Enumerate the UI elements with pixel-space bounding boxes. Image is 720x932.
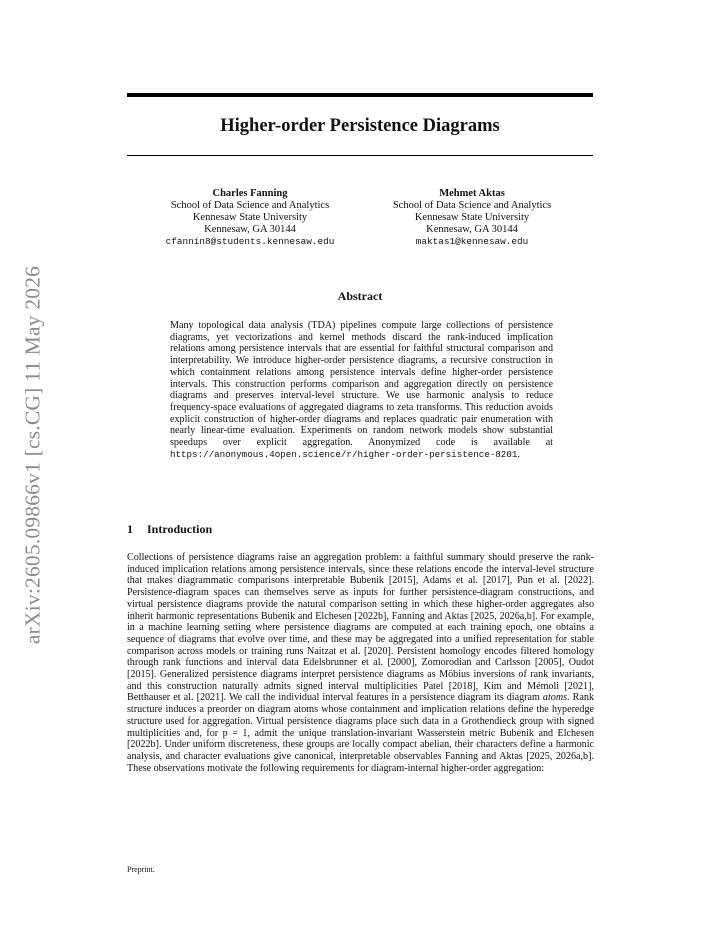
author-affiliation: School of Data Science and Analytics xyxy=(392,200,552,211)
author-university: Kennesaw State University xyxy=(192,212,308,223)
section-number: 1 xyxy=(127,522,133,536)
title-bottom-rule xyxy=(127,155,593,156)
title-top-rule xyxy=(127,93,593,97)
abstract-body xyxy=(170,320,553,460)
author-name: Charles Fanning xyxy=(212,188,288,199)
author-affiliation: School of Data Science and Analytics xyxy=(170,200,330,211)
section-title: Introduction xyxy=(147,522,213,536)
abstract-heading: Abstract xyxy=(337,289,383,303)
author-name: Mehmet Aktas xyxy=(439,188,505,199)
author-address: Kennesaw, GA 30144 xyxy=(204,224,296,235)
intro-text-part-1: Collections of persistence diagrams raise an aggregation problem: a faithful summary should preserve the rank-induced implication relations among persistence intervals, since these relations encode the interval-level structure that makes diagrammatic comparisons interpretable Bubenik [2015], Adams et al. [2017], Pun et al. [2022]. Persistence-diagram spaces can themselves serve as inputs for further persistence-diagram constructions, and virtual persistence diagrams provide the natural comparison setting in which these higher-order aggregates also inherit harmonic representations Bubenik and Elchesen [2022b], Fanning and Aktas [2025, 2026a,b]. For example, in a machine learning setting where persistence diagrams are computed at each training epoch, one obtains a sequence of diagrams that evolve over time, and these may be aggregated into a unified representation for stable comparison across models or training runs Naitzat et al. [2020]. Persistent homology encodes filtered homology through rank functions and interval data Edelsbrunner et al. [2000], Zomorodian and Carlsson [2005], Oudot [2015]. Generalized persistence diagrams interpret persistence diagrams as Möbius inversions of rank invariants, and this construction naturally admits signed interval multiplicities Patel [2018], Kim and Mémoli [2021], Betthauser et al. [2021]. We call the individual interval features in a persistence diagram its diagram xyxy=(127,552,594,704)
arxiv-sidebar-stamp xyxy=(8,250,58,660)
author-address: Kennesaw, GA 30144 xyxy=(426,224,518,235)
author-block-2 xyxy=(372,188,572,248)
paper-title: Higher-order Persistence Diagrams xyxy=(220,116,500,136)
abstract-text: Many topological data analysis (TDA) pipelines compute large collections of persistence diagrams, yet vectorizations and kernel methods discard the rank-induced implication relations among persistence intervals that are essential for faithful structural comparison and interpretability. We introduce higher-order persistence diagrams, a recursive construction in which containment relations among persistence intervals define higher-order persistence intervals. This construction performs comparison and aggregation directly on persistence diagrams and preserves interval-level structure. We use harmonic analysis to reduce frequency-space evaluations of aggregated diagrams to zeta transforms. This reduction avoids explicit construction of higher-order diagrams and replaces quadratic pair enumeration with nearly linear-time evaluation. Experiments on random network models show substantial speedups over explicit aggregation. Anonymized code is available at xyxy=(170,320,553,449)
author-email[interactable]: maktas1@kennesaw.edu xyxy=(415,236,529,247)
author-block-1 xyxy=(150,188,350,248)
abstract-end: . xyxy=(517,448,520,460)
section-heading-introduction xyxy=(127,522,593,537)
author-university: Kennesaw State University xyxy=(414,212,530,223)
intro-emphasis-atoms: atoms xyxy=(542,692,568,704)
footer-note: Preprint. xyxy=(127,865,155,874)
intro-text-part-2: . Rank structure induces a preorder on diagram atoms whose containment and implication relations define the hyperedge structure used for aggregation. Virtual persistence diagrams place such data in a Grothendieck group with signed multiplicities and, for p = 1, admit the unique translation-invariant Wasserstein metric Bubenik and Elchesen [2022b]. Under uniform discreteness, these groups are locally compact abelian, their characters define a harmonic analysis, and character evaluations give canonical, interpretable observables Fanning and Aktas [2025, 2026a,b]. These observations motivate the following requirements for diagram-internal higher-order aggregation: xyxy=(127,692,594,774)
arxiv-identifier: arXiv:2605.09866v1 [cs.CG] 11 May 2026 xyxy=(20,265,45,645)
author-email[interactable]: cfannin8@students.kennesaw.edu xyxy=(165,236,335,247)
code-link[interactable]: https://anonymous.4open.science/r/higher-order-persistence-8201 xyxy=(170,448,518,460)
introduction-body xyxy=(127,552,594,774)
